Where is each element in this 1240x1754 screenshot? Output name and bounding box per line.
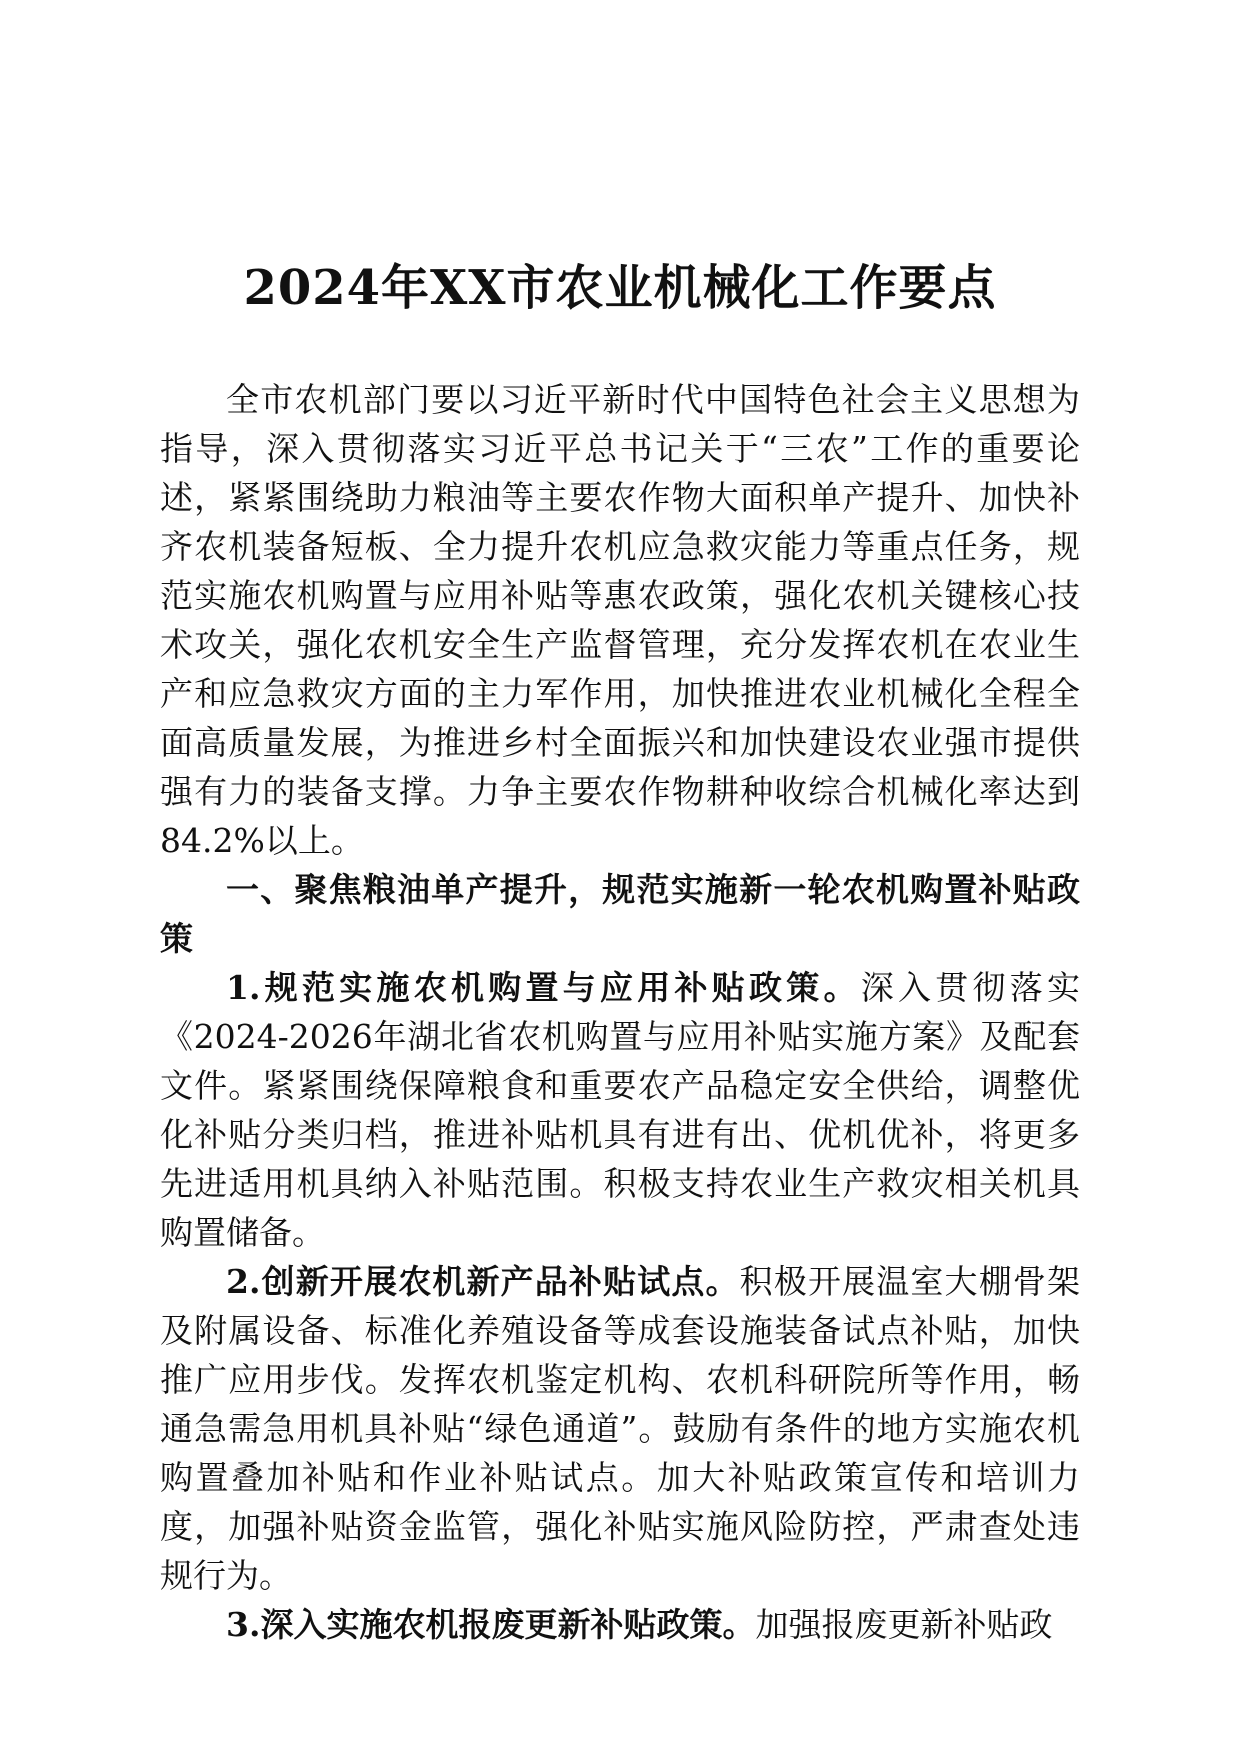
item-lead-3: 3.深入实施农机报废更新补贴政策。 xyxy=(226,1605,756,1644)
intro-paragraph: 全市农机部门要以习近平新时代中国特色社会主义思想为指导，深入贯彻落实习近平总书记关于“三农”工作的重要论述，紧紧围绕助力粮油等主要农作物大面积单产提升、加快补齐农机装备短板、全力提升农机应急救灾能力等重点任务，规范实施农机购置与应用补贴等惠农政策，强化农机关键核心技术攻关，强化农机安全生产监督管理，充分发挥农机在农业生产和应急救灾方面的主力军作用，加快推进农业机械化全程全面高质量发展，为推进乡村全面振兴和加快建设农业强市提供强有力的装备支撑。力争主要农作物耕种收综合机械化率达到84.2%以上。 xyxy=(160,380,1080,860)
item-paragraph-3 xyxy=(160,1600,1080,1649)
item-lead-2: 2.创新开展农机新产品补贴试点。 xyxy=(226,1262,740,1301)
item-text-2: 积极开展温室大棚骨架及附属设备、标准化养殖设备等成套设施装备试点补贴，加快推广应用步伐。发挥农机鉴定机构、农机科研院所等作用，畅通急需急用机具补贴“绿色通道”。鼓励有条件的地方实施农机购置叠加补贴和作业补贴试点。加大补贴政策宣传和培训力度，加强补贴资金监管，强化补贴实施风险防控，严肃查处违规行为。 xyxy=(160,1262,1081,1595)
item-paragraph-2 xyxy=(160,1257,1080,1600)
section-heading-1: 一、聚焦粮油单产提升，规范实施新一轮农机购置补贴政策 xyxy=(160,870,1080,958)
item-text-3: 加强报废更新补贴政 xyxy=(755,1605,1053,1644)
item-paragraph-1 xyxy=(160,963,1080,1257)
item-lead-1: 1.规范实施农机购置与应用补贴政策。 xyxy=(226,968,861,1007)
document-title: 2024年XX市农业机械化工作要点 xyxy=(243,260,997,316)
item-text-1: 深入贯彻落实《2024-2026年湖北省农机购置与应用补贴实施方案》及配套文件。紧紧围绕保障粮食和重要农产品稳定安全供给，调整优化补贴分类归档，推进补贴机具有进有出、优机优补，将更多先进适用机具纳入补贴范围。积极支持农业生产救灾相关机具购置储备。 xyxy=(160,968,1081,1252)
document-body xyxy=(160,375,1080,1649)
